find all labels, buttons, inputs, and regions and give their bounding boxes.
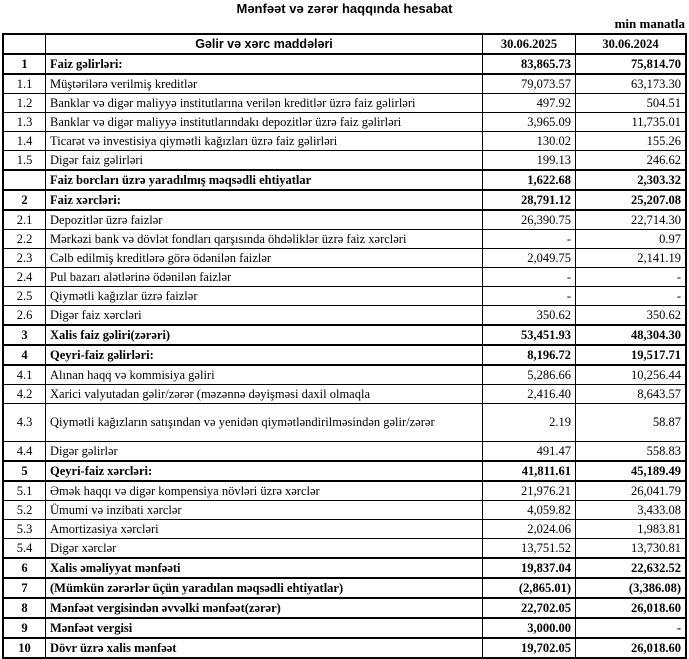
row-description: Faiz gəlirləri: <box>46 54 483 74</box>
table-row <box>3 287 686 306</box>
row-description: Mənfəət vergisi <box>46 618 483 638</box>
row-description: Xalis əməliyyat mənfəəti <box>46 558 483 578</box>
table-row <box>3 325 686 345</box>
table-row <box>3 170 686 190</box>
row-value-2025: 491.47 <box>483 442 576 462</box>
row-description: Faiz xərcləri: <box>46 190 483 210</box>
row-value-2025: 26,390.75 <box>483 210 576 230</box>
table-row <box>3 461 686 481</box>
row-number: 2.6 <box>3 306 46 326</box>
row-value-2025: 3,000.00 <box>483 618 576 638</box>
row-value-2025: 19,837.04 <box>483 558 576 578</box>
row-number: 6 <box>3 558 46 578</box>
row-value-2025: 22,702.05 <box>483 598 576 618</box>
table-header-row <box>3 34 686 54</box>
table-row <box>3 190 686 210</box>
row-number: 1.2 <box>3 94 46 113</box>
row-value-2024: 2,141.19 <box>576 249 687 268</box>
row-description: Qeyri-faiz xərcləri: <box>46 461 483 481</box>
row-description: Xarici valyutadan gəlir/zərər (məzənnə dəyişməsi daxil olmaqla <box>46 385 483 404</box>
row-value-2024: 25,207.08 <box>576 190 687 210</box>
table-row <box>3 578 686 598</box>
table-row <box>3 249 686 268</box>
table-row <box>3 638 686 658</box>
table-row <box>3 558 686 578</box>
row-value-2025: 2,049.75 <box>483 249 576 268</box>
row-value-2024: 11,735.01 <box>576 113 687 132</box>
row-description: Xalis faiz gəliri(zərəri) <box>46 325 483 345</box>
row-number: 5.3 <box>3 520 46 539</box>
row-value-2025: 41,811.61 <box>483 461 576 481</box>
row-value-2025: 5,286.66 <box>483 365 576 385</box>
row-value-2025: 130.02 <box>483 132 576 151</box>
table-row <box>3 210 686 230</box>
row-description: Depozitlər üzrə faizlər <box>46 210 483 230</box>
row-value-2024: 58.87 <box>576 404 687 442</box>
row-number: 3 <box>3 325 46 345</box>
row-value-2025: - <box>483 230 576 249</box>
row-value-2024: 63,173.30 <box>576 74 687 94</box>
row-description: Ticarət və investisiya qiymətli kağızları üzrə faiz gəlirləri <box>46 132 483 151</box>
row-value-2024: 0.97 <box>576 230 687 249</box>
row-number: 2.1 <box>3 210 46 230</box>
row-value-2024: 26,018.60 <box>576 638 687 658</box>
row-description: (Mümkün zərərlər üçün yaradılan məqsədli ehtiyatlar) <box>46 578 483 598</box>
row-value-2024: 75,814.70 <box>576 54 687 74</box>
row-value-2025: 2,416.40 <box>483 385 576 404</box>
row-value-2024: 155.26 <box>576 132 687 151</box>
row-number: 5 <box>3 461 46 481</box>
table-row <box>3 132 686 151</box>
row-value-2025: 8,196.72 <box>483 345 576 365</box>
row-number: 8 <box>3 598 46 618</box>
unit-label: min manatla <box>614 16 685 31</box>
row-description: Digər faiz gəlirləri <box>46 151 483 171</box>
row-number: 2 <box>3 190 46 210</box>
row-value-2024: 45,189.49 <box>576 461 687 481</box>
row-description: Qeyri-faiz gəlirləri: <box>46 345 483 365</box>
row-description: Qiymətli kağızların satışından və yenidən qiymətləndirilməsindən gəlir/zərər <box>46 404 483 442</box>
header-num <box>3 34 46 54</box>
row-number: 2.2 <box>3 230 46 249</box>
row-description: Digər faiz xərcləri <box>46 306 483 326</box>
table-body <box>3 54 686 658</box>
row-number: 4.3 <box>3 404 46 442</box>
table-row <box>3 94 686 113</box>
row-value-2024: 558.83 <box>576 442 687 462</box>
row-description: Mərkəzi bank və dövlət fondları qarşısında öhdəliklər üzrə faiz xərcləri <box>46 230 483 249</box>
table-row <box>3 151 686 171</box>
row-number: 4.2 <box>3 385 46 404</box>
table-row <box>3 442 686 462</box>
row-description: Qiymətli kağızlar üzrə faizlər <box>46 287 483 306</box>
row-number: 1.1 <box>3 74 46 94</box>
row-number: 4.1 <box>3 365 46 385</box>
row-value-2024: 48,304.30 <box>576 325 687 345</box>
row-value-2025: 79,073.57 <box>483 74 576 94</box>
row-description: Digər xərclər <box>46 539 483 559</box>
row-value-2025: 83,865.73 <box>483 54 576 74</box>
row-value-2024: 26,018.60 <box>576 598 687 618</box>
row-value-2024: 10,256.44 <box>576 365 687 385</box>
row-description: Faiz borcları üzrə yaradılmış məqsədli ehtiyatlar <box>46 170 483 190</box>
row-description: Alınan haqq və kommisiya gəliri <box>46 365 483 385</box>
row-description: Banklar və digər maliyyə institutlarındakı depozitlər üzrə faiz gəlirləri <box>46 113 483 132</box>
table-row <box>3 385 686 404</box>
row-value-2025: 2.19 <box>483 404 576 442</box>
table-row <box>3 365 686 385</box>
table-row <box>3 520 686 539</box>
row-value-2024: 246.62 <box>576 151 687 171</box>
table-row <box>3 268 686 287</box>
header-2025: 30.06.2025 <box>483 34 576 54</box>
row-number: 4.4 <box>3 442 46 462</box>
row-number: 5.2 <box>3 501 46 520</box>
row-number <box>3 170 46 190</box>
row-description: Müştərilərə verilmiş kreditlər <box>46 74 483 94</box>
row-number: 9 <box>3 618 46 638</box>
row-description: Banklar və digər maliyyə institutlarına verilən kreditlər üzrə faiz gəlirləri <box>46 94 483 113</box>
row-value-2025: 4,059.82 <box>483 501 576 520</box>
row-value-2024: 3,433.08 <box>576 501 687 520</box>
row-value-2025: 1,622.68 <box>483 170 576 190</box>
table-row <box>3 501 686 520</box>
row-value-2025: 13,751.52 <box>483 539 576 559</box>
row-number: 4 <box>3 345 46 365</box>
header-2024: 30.06.2024 <box>576 34 687 54</box>
row-value-2024: - <box>576 287 687 306</box>
row-number: 10 <box>3 638 46 658</box>
row-value-2025: 350.62 <box>483 306 576 326</box>
row-value-2024: 8,643.57 <box>576 385 687 404</box>
row-value-2025: 28,791.12 <box>483 190 576 210</box>
row-value-2024: 22,714.30 <box>576 210 687 230</box>
table-row <box>3 598 686 618</box>
row-number: 5.4 <box>3 539 46 559</box>
row-description: Cəlb edilmiş kreditlərə görə ödənilən faizlər <box>46 249 483 268</box>
row-description: Dövr üzrə xalis mənfəət <box>46 638 483 658</box>
row-description: Digər gəlirlər <box>46 442 483 462</box>
table-row <box>3 539 686 559</box>
row-value-2024: (3,386.08) <box>576 578 687 598</box>
row-value-2024: 504.51 <box>576 94 687 113</box>
report-title: Mənfəət və zərər haqqında hesabat <box>236 1 453 16</box>
row-value-2024: 22,632.52 <box>576 558 687 578</box>
table-row <box>3 345 686 365</box>
row-value-2025: 199.13 <box>483 151 576 171</box>
table-row <box>3 54 686 74</box>
row-number: 7 <box>3 578 46 598</box>
table-row <box>3 306 686 326</box>
row-value-2025: (2,865.01) <box>483 578 576 598</box>
row-value-2025: - <box>483 268 576 287</box>
row-description: Mənfəət vergisindən əvvəlki mənfəət(zərər) <box>46 598 483 618</box>
row-value-2024: 2,303.32 <box>576 170 687 190</box>
row-description: Əmək haqqı və digər kompensiya növləri üzrə xərclər <box>46 481 483 501</box>
row-number: 1.4 <box>3 132 46 151</box>
row-number: 2.4 <box>3 268 46 287</box>
row-value-2025: 19,702.05 <box>483 638 576 658</box>
table-row <box>3 618 686 638</box>
row-value-2024: 26,041.79 <box>576 481 687 501</box>
row-description: Amortizasiya xərcləri <box>46 520 483 539</box>
row-value-2025: 2,024.06 <box>483 520 576 539</box>
row-value-2024: 13,730.81 <box>576 539 687 559</box>
row-number: 2.5 <box>3 287 46 306</box>
row-description: Pul bazarı alətlərinə ödənilən faizlər <box>46 268 483 287</box>
row-number: 1.3 <box>3 113 46 132</box>
income-statement-table <box>2 33 687 659</box>
row-value-2025: 497.92 <box>483 94 576 113</box>
row-value-2024: - <box>576 268 687 287</box>
row-number: 1 <box>3 54 46 74</box>
table-row <box>3 113 686 132</box>
row-value-2025: 3,965.09 <box>483 113 576 132</box>
table-row <box>3 481 686 501</box>
row-value-2024: 350.62 <box>576 306 687 326</box>
row-value-2025: - <box>483 287 576 306</box>
row-description: Ümumi və inzibati xərclər <box>46 501 483 520</box>
row-number: 5.1 <box>3 481 46 501</box>
row-number: 2.3 <box>3 249 46 268</box>
row-value-2024: - <box>576 618 687 638</box>
table-row <box>3 230 686 249</box>
row-number: 1.5 <box>3 151 46 171</box>
row-value-2024: 1,983.81 <box>576 520 687 539</box>
table-row <box>3 74 686 94</box>
header-description: Gəlir və xərc maddələri <box>46 34 483 54</box>
row-value-2025: 21,976.21 <box>483 481 576 501</box>
row-value-2024: 19,517.71 <box>576 345 687 365</box>
table-row <box>3 404 686 442</box>
row-value-2025: 53,451.93 <box>483 325 576 345</box>
